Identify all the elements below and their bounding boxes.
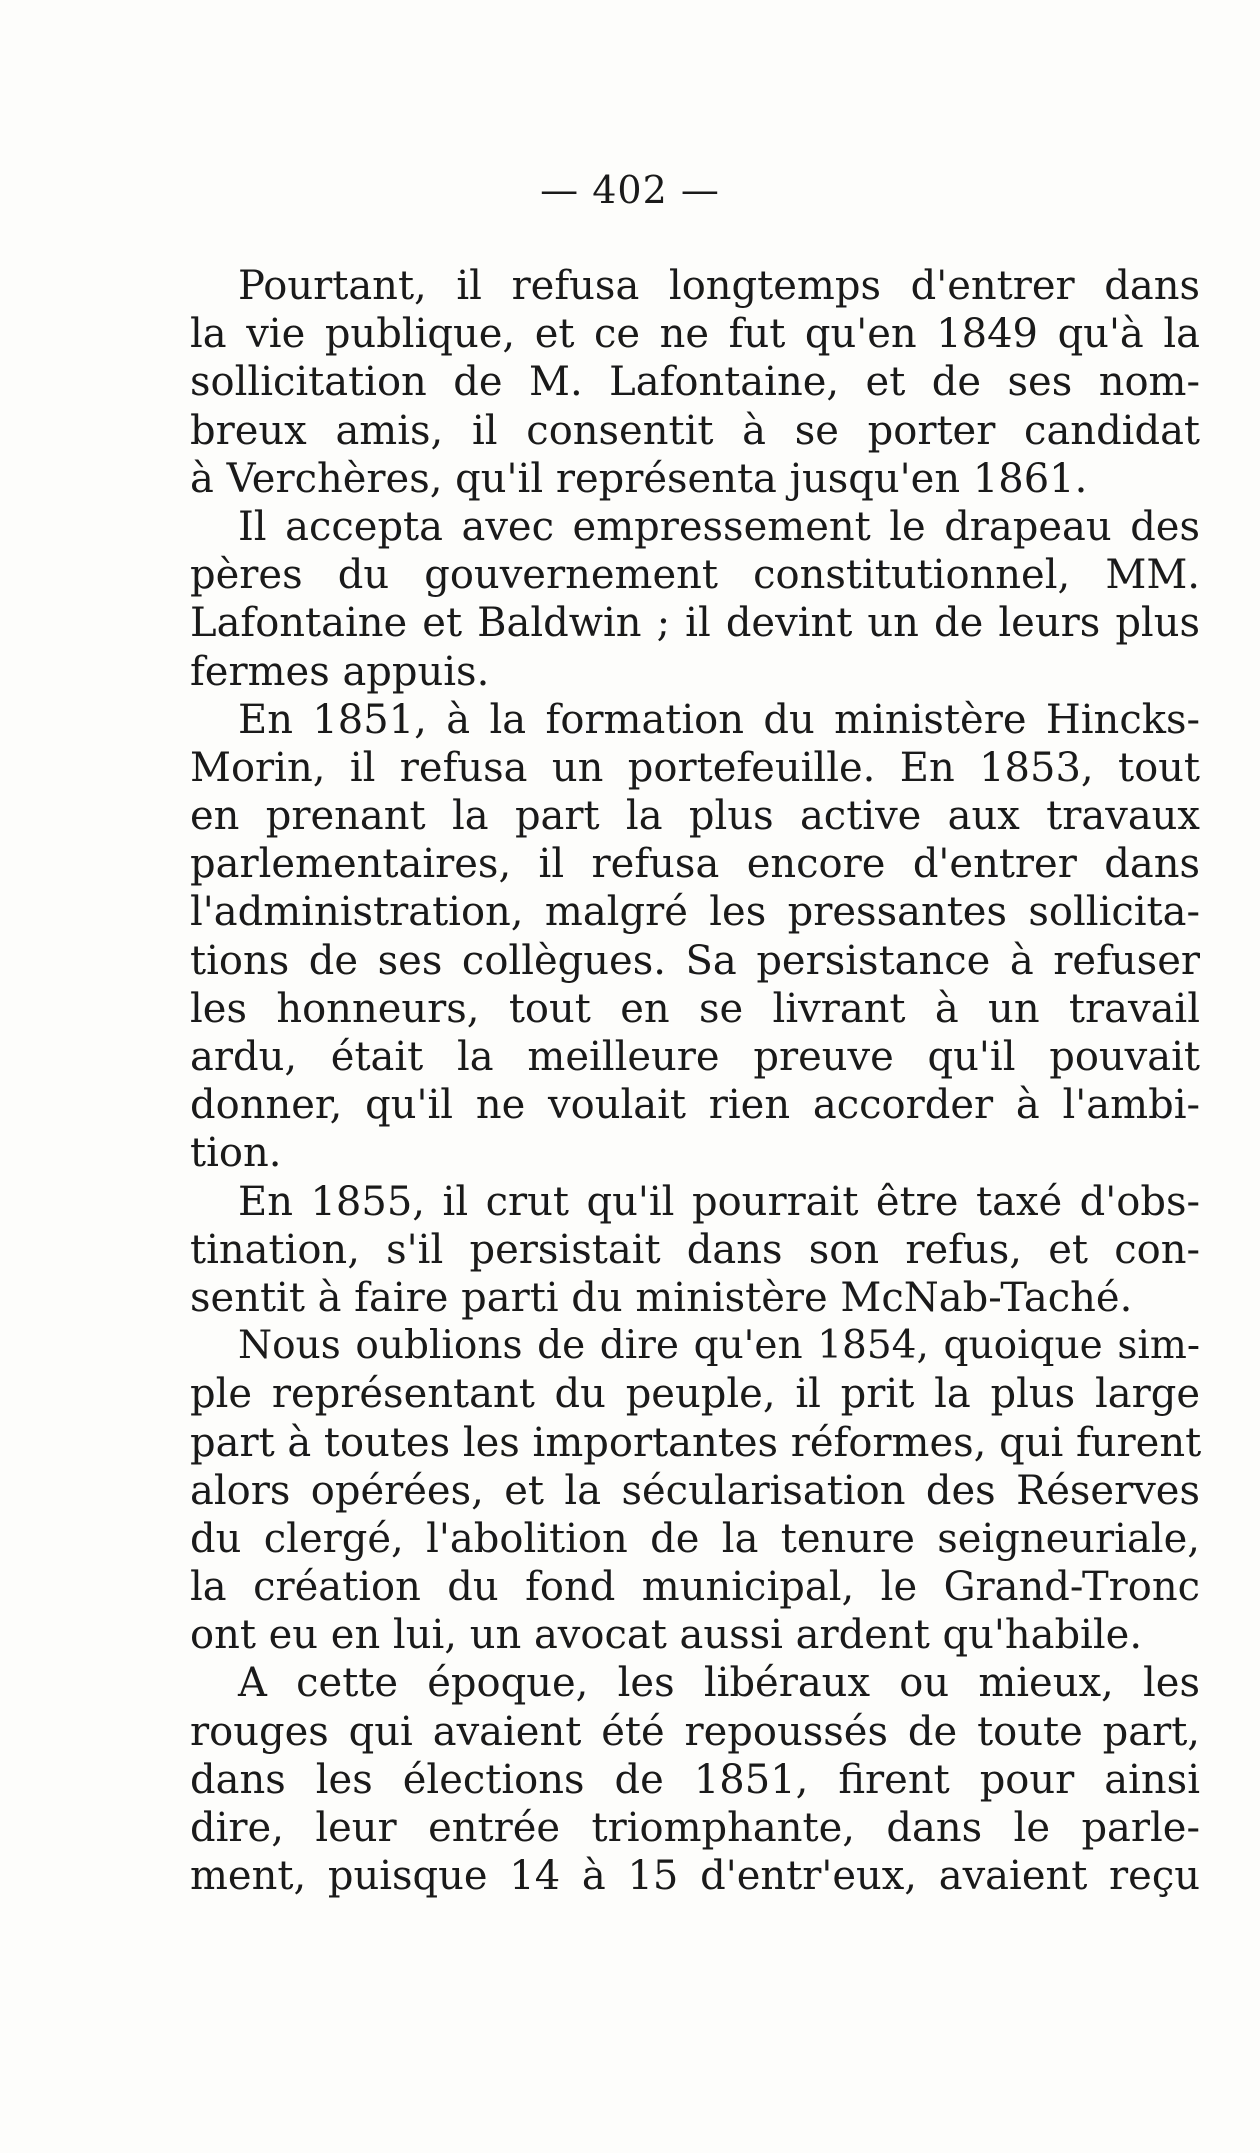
text-line: tions de ses collègues. Sa persistance à refuser <box>190 937 1200 984</box>
text-line: En 1855, il crut qu'il pourrait être taxé d'obs- <box>238 1178 1200 1225</box>
text-line: rouges qui avaient été repoussés de toute part, <box>190 1708 1200 1755</box>
text-line: Il accepta avec empressement le drapeau des <box>238 503 1200 550</box>
text-line: en prenant la part la plus active aux travaux <box>190 793 1200 840</box>
text-line: Pourtant, il refusa longtemps d'entrer dans <box>238 263 1200 309</box>
text-line: sentit à faire parti du ministère McNab-Taché. <box>190 1274 1133 1321</box>
text-line: l'administration, malgré les pressantes sollicita- <box>190 889 1200 936</box>
text-line: ardu, était la meilleure preuve qu'il pouvait <box>190 1034 1200 1080</box>
paragraph <box>190 503 1200 696</box>
text-line: fermes appuis. <box>190 648 490 695</box>
paragraph <box>190 1659 1200 1900</box>
text-line: du clergé, l'abolition de la tenure seigneuriale, <box>190 1515 1200 1562</box>
text-line: tion. <box>190 1130 282 1177</box>
paragraph <box>190 1178 1200 1323</box>
text-line: les honneurs, tout en se livrant à un travail <box>190 985 1200 1032</box>
text-line: tination, s'il persistait dans son refus, et con- <box>190 1226 1200 1273</box>
paragraph <box>190 696 1200 1178</box>
text-line: parlementaires, il refusa encore d'entrer dans <box>190 841 1200 888</box>
page-number: — 402 — <box>540 168 720 212</box>
text-line: ple représentant du peuple, il prit la plus large <box>190 1371 1200 1418</box>
text-line: part à toutes les importantes réformes, qui furent <box>190 1419 1202 1466</box>
text-line: dans les élections de 1851, firent pour ainsi <box>190 1756 1200 1803</box>
text-line: Morin, il refusa un portefeuille. En 1853, tout <box>190 744 1200 791</box>
text-line: à Verchères, qu'il représenta jusqu'en 1861. <box>190 455 1088 502</box>
body-text <box>190 262 1200 1900</box>
text-line: la vie publique, et ce ne fut qu'en 1849 qu'à la <box>190 311 1200 358</box>
text-line: A cette époque, les libéraux ou mieux, les <box>238 1660 1200 1707</box>
text-line: alors opérées, et la sécularisation des Réserves <box>190 1467 1200 1514</box>
text-line: ont eu en lui, un avocat aussi ardent qu'habile. <box>190 1612 1143 1659</box>
paragraph <box>190 262 1200 503</box>
text-line: sollicitation de M. Lafontaine, et de ses nom- <box>190 359 1200 406</box>
text-line: breux amis, il consentit à se porter candidat <box>190 407 1200 454</box>
text-line: Lafontaine et Baldwin ; il devint un de leurs plus <box>190 600 1200 647</box>
text-line: dire, leur entrée triomphante, dans le parle- <box>190 1805 1200 1851</box>
text-line: donner, qu'il ne voulait rien accorder à l'ambi- <box>190 1082 1200 1129</box>
text-line: En 1851, à la formation du ministère Hincks- <box>238 696 1200 743</box>
text-line: pères du gouvernement constitutionnel, MM. <box>190 552 1200 599</box>
text-line: la création du fond municipal, le Grand-Tronc <box>190 1564 1200 1611</box>
paragraph <box>190 1322 1200 1659</box>
text-line: Nous oublions de dire qu'en 1854, quoique sim- <box>238 1323 1200 1369</box>
text-line: ment, puisque 14 à 15 d'entr'eux, avaient reçu <box>190 1853 1200 1900</box>
